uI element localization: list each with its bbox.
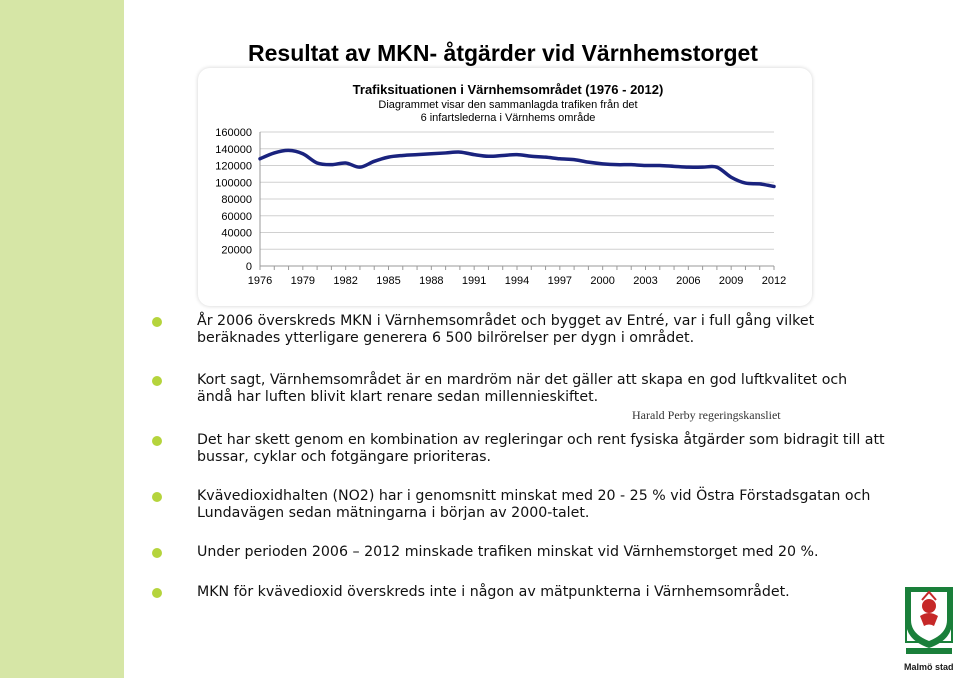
x-tick-label: 2012 bbox=[761, 275, 787, 287]
logo-label: Malmö stad bbox=[904, 662, 954, 672]
x-tick-label: 1982 bbox=[333, 275, 358, 287]
data-point bbox=[545, 156, 547, 158]
x-tick-label: 1979 bbox=[290, 275, 316, 287]
x-tick-label: 1994 bbox=[504, 275, 530, 287]
data-point bbox=[516, 154, 518, 156]
bullet-marker bbox=[152, 492, 162, 502]
data-point bbox=[288, 150, 290, 152]
data-point bbox=[331, 164, 333, 166]
data-point bbox=[588, 161, 590, 163]
x-tick-label: 2000 bbox=[590, 275, 615, 287]
data-point bbox=[673, 166, 675, 168]
x-tick-label: 1988 bbox=[419, 275, 444, 287]
y-tick-label: 0 bbox=[245, 261, 252, 273]
data-point bbox=[745, 182, 747, 184]
data-point bbox=[373, 161, 375, 163]
x-tick-label: 2009 bbox=[718, 275, 744, 287]
data-point bbox=[473, 154, 475, 156]
data-point bbox=[759, 183, 761, 185]
y-tick-label: 20000 bbox=[221, 244, 252, 257]
data-point bbox=[388, 156, 390, 158]
chart-title: Trafiksituationen i Värnhemsområdet (1976 - 2012) bbox=[352, 82, 664, 97]
bullet-marker bbox=[152, 376, 162, 386]
data-point bbox=[773, 186, 775, 188]
x-tick-label: 1991 bbox=[461, 275, 487, 287]
data-point bbox=[630, 164, 632, 166]
data-point bbox=[659, 165, 661, 167]
data-point bbox=[573, 159, 575, 161]
bullet-marker bbox=[152, 548, 162, 558]
x-tick-label: 2003 bbox=[633, 275, 658, 287]
data-point bbox=[316, 162, 318, 164]
data-point bbox=[459, 151, 461, 153]
data-point bbox=[502, 155, 504, 157]
data-point bbox=[559, 158, 561, 160]
x-tick-label: 1976 bbox=[247, 275, 273, 287]
x-tick-label: 2006 bbox=[676, 275, 701, 287]
data-point bbox=[602, 163, 604, 165]
bullet-item: Kort sagt, Värnhemsområdet är en mardröm när det gäller att skapa en god luftkvalitet och ändå har luften blivit klart renare sedan millennieskiftet. bbox=[197, 372, 848, 405]
y-tick-label: 80000 bbox=[221, 194, 252, 206]
data-point bbox=[445, 152, 447, 154]
data-point bbox=[259, 158, 261, 160]
slide-title: Resultat av MKN- åtgärder vid Värnhemstorget bbox=[248, 40, 758, 66]
data-point bbox=[702, 166, 704, 168]
data-point bbox=[273, 152, 275, 154]
y-tick-label: 160000 bbox=[215, 127, 252, 139]
y-tick-label: 40000 bbox=[221, 227, 252, 240]
traffic-series-line bbox=[260, 150, 774, 186]
x-tick-label: 1985 bbox=[376, 275, 401, 287]
bullet-item: År 2006 överskreds MKN i Värnhemsområdet och bygget av Entré, var i full gång vilket beräknades ytterligare generera 6 500 bilrörelser per dygn i området. bbox=[197, 313, 815, 346]
bullet-marker bbox=[152, 588, 162, 598]
data-point bbox=[402, 155, 404, 157]
y-tick-label: 60000 bbox=[221, 210, 252, 223]
bullet-item: Kvävedioxidhalten (NO2) har i genomsnitt minskat med 20 - 25 % vid Östra Förstadsgatan och Lundavägen sedan mätningarna i början av 2000-talet. bbox=[197, 488, 871, 521]
x-tick-label: 1997 bbox=[547, 275, 573, 287]
quote-attribution: Harald Perby regeringskansliet bbox=[632, 408, 781, 422]
traffic-line-chart bbox=[198, 68, 812, 306]
y-tick-label: 100000 bbox=[215, 177, 252, 190]
data-point bbox=[345, 162, 347, 164]
bullet-item: Det har skett genom en kombination av regleringar och rent fysiska åtgärder som bidragit till att bussar, cyklar och fotgängare prioriteras. bbox=[197, 432, 885, 465]
data-point bbox=[359, 166, 361, 168]
data-point bbox=[730, 176, 732, 178]
data-point bbox=[416, 154, 418, 156]
bullet-marker bbox=[152, 436, 162, 446]
left-accent-band bbox=[0, 0, 124, 678]
data-point bbox=[302, 153, 304, 155]
data-point bbox=[431, 153, 433, 155]
data-point bbox=[530, 155, 532, 157]
data-point bbox=[716, 166, 718, 168]
data-point bbox=[645, 165, 647, 167]
chart-subtitle-line-1: Diagrammet visar den sammanlagda trafiken från det bbox=[378, 99, 638, 111]
y-tick-label: 120000 bbox=[215, 160, 252, 173]
bullet-item: Under perioden 2006 – 2012 minskade trafiken minskat vid Värnhemstorget med 20 %. bbox=[197, 544, 819, 560]
data-point bbox=[688, 166, 690, 168]
bullet-marker bbox=[152, 317, 162, 327]
data-point bbox=[616, 164, 618, 166]
y-tick-label: 140000 bbox=[215, 143, 252, 156]
bullet-item: MKN för kvävedioxid överskreds inte i någon av mätpunkterna i Värnhemsområdet. bbox=[197, 584, 790, 600]
chart-subtitle-line-2: 6 infartslederna i Värnhems område bbox=[420, 112, 596, 124]
data-point bbox=[488, 155, 490, 157]
